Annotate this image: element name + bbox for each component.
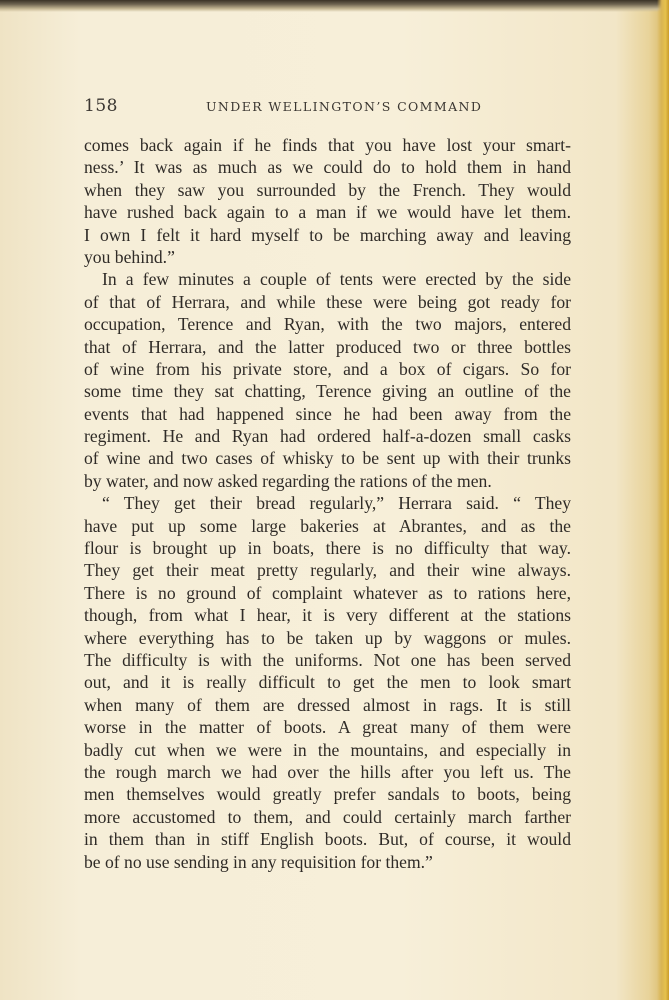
text-line: ness.’ It was as much as we could do to hold them in hand bbox=[84, 157, 571, 178]
text-line: The difficulty is with the uniforms. Not one has been served bbox=[84, 649, 571, 670]
text-line: out, and it is really difficult to get the men to look smart bbox=[84, 672, 571, 693]
text-line: that of Herrara, and the latter produced two or three bottles bbox=[84, 336, 571, 357]
running-title: UNDER WELLINGTON’S COMMAND bbox=[206, 99, 483, 114]
page-top-shadow bbox=[0, 0, 669, 12]
text-line: when many of them are dressed almost in rags. It is still bbox=[84, 694, 571, 715]
text-line: be of no use sending in any requisition for them.” bbox=[84, 851, 433, 872]
text-line: have put up some large bakeries at Abrantes, and as the bbox=[84, 515, 571, 536]
text-line: some time they sat chatting, Terence giving an outline of the bbox=[84, 381, 571, 402]
body-text bbox=[84, 134, 571, 873]
text-line: flour is brought up in boats, there is no difficulty that way. bbox=[84, 538, 571, 559]
text-line: In a few minutes a couple of tents were erected by the side bbox=[102, 269, 571, 290]
text-line: worse in the matter of boots. A great many of them were bbox=[84, 717, 571, 738]
text-line: I own I felt it hard myself to be marching away and leaving bbox=[84, 224, 571, 245]
text-line: comes back again if he finds that you have lost your smart- bbox=[84, 135, 571, 155]
text-line: regiment. He and Ryan had ordered half-a-dozen small casks bbox=[84, 426, 571, 447]
text-line: more accustomed to them, and could certainly march farther bbox=[84, 806, 571, 827]
text-line: of wine from his private store, and a box of cigars. So for bbox=[84, 358, 571, 379]
text-line: occupation, Terence and Ryan, with the two majors, entered bbox=[84, 314, 571, 335]
text-line: the rough march we had over the hills after you left us. The bbox=[84, 761, 571, 782]
page-gilt-edge bbox=[657, 0, 669, 1000]
text-line: events that had happened since he had been away from the bbox=[84, 403, 571, 424]
running-header bbox=[84, 96, 574, 118]
text-line: by water, and now asked regarding the rations of the men. bbox=[84, 470, 492, 491]
text-line: in them than in stiff English boots. But, of course, it would bbox=[84, 829, 571, 850]
text-line: though, from what I hear, it is very different at the stations bbox=[84, 605, 571, 626]
text-line: men themselves would greatly prefer sandals to boots, being bbox=[84, 784, 571, 805]
text-line: where everything has to be taken up by waggons or mules. bbox=[84, 627, 571, 648]
text-line: when they saw you surrounded by the French. They would bbox=[84, 179, 571, 200]
text-line: of wine and two cases of whisky to be sent up with their trunks bbox=[84, 448, 571, 469]
text-line: you behind.” bbox=[84, 246, 175, 267]
text-line: There is no ground of complaint whatever as to rations here, bbox=[84, 582, 571, 603]
page-number: 158 bbox=[84, 96, 118, 116]
text-line: badly cut when we were in the mountains, and especially in bbox=[84, 739, 571, 760]
text-line: of that of Herrara, and while these were being got ready for bbox=[84, 291, 571, 312]
text-line: They get their meat pretty regularly, and their wine always. bbox=[84, 560, 571, 581]
text-line: have rushed back again to a man if we would have let them. bbox=[84, 202, 571, 223]
text-line: “ They get their bread regularly,” Herrara said. “ They bbox=[102, 493, 571, 514]
